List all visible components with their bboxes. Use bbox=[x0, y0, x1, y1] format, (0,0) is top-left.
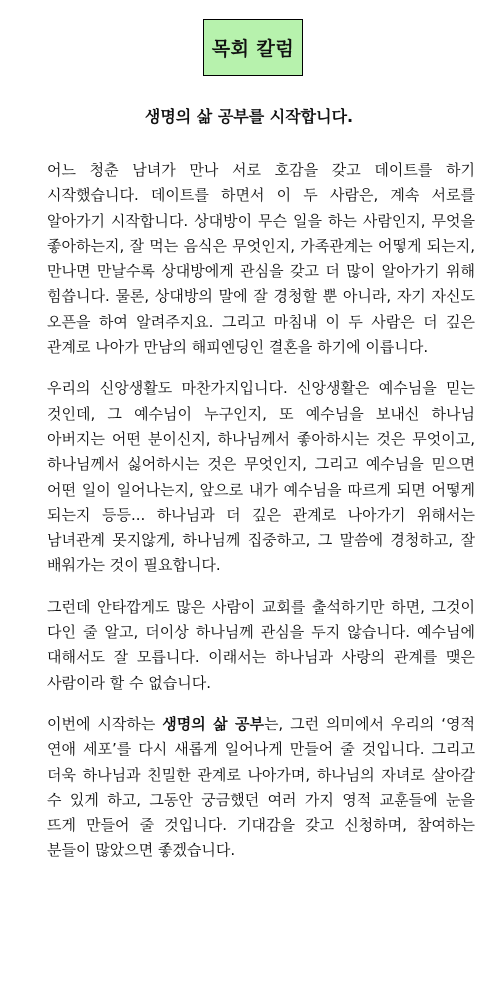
article-body bbox=[47, 158, 475, 864]
column-badge-label: 목회 칼럼 bbox=[211, 38, 295, 60]
paragraph-course-invitation-rest: 는, 그런 의미에서 우리의 ‘영적 연애 세포’를 다시 새롭게 일어나게 만들어 줄 것입니다. 그리고 더욱 하나님과 친밀한 관계로 나아가며, 하나님의 자녀로 살아갈 수 있게 하고, 그동안 궁금했던 여러 가지 영적 교훈들에 눈을 뜨게 만들어 줄 것입니다. 기대감을 갖고 신청하며, 참여하는 분들이 많았으면 좋겠습니다. bbox=[47, 714, 475, 860]
paragraph-faith-life: 우리의 신앙생활도 마찬가지입니다. 신앙생활은 예수님을 믿는 것인데, 그 예수님이 누구인지, 또 예수님을 보내신 하나님 아버지는 어떤 분이신지, 하나님께서 좋아하시는 것은 무엇이고, 하나님께서 싫어하시는 것은 무엇인지, 그리고 예수님을 믿으면 어떤 일이 일어나는지, 앞으로 내가 예수님을 따르게 되면 어떻게 되는지 등등... 하나님과 더 깊은 관계로 나아가기 위해서는 남녀관계 못지않게, 하나님께 집중하고, 그 말씀에 경청하고, 잘 배워가는 것이 필요합니다. bbox=[47, 379, 475, 575]
article-title: 생명의 삶 공부를 시작합니다. bbox=[144, 107, 354, 126]
course-name-emphasis: 생명의 삶 공부 bbox=[162, 714, 264, 733]
paragraph-church-attendance: 그런데 안타깝게도 많은 사람이 교회를 출석하기만 하면, 그것이 다인 줄 알고, 더이상 하나님께 관심을 두지 않습니다. 예수님에 대해서도 잘 모릅니다. 이래서는 하나님과 사랑의 관계를 맺은 사람이라 할 수 없습니다. bbox=[47, 597, 475, 692]
paragraph-dating-analogy: 어느 청춘 남녀가 만나 서로 호감을 갖고 데이트를 하기 시작했습니다. 데이트를 하면서 이 두 사람은, 계속 서로를 알아가기 시작합니다. 상대방이 무슨 일을 하는 사람인지, 무엇을 좋아하는지, 잘 먹는 음식은 무엇인지, 가족관계는 어떻게 되는지, 만나면 만날수록 상대방에게 관심을 갖고 더 많이 알아가기 위해 힘씁니다. 물론, 상대방의 말에 잘 경청할 뿐 아니라, 자기 자신도 오픈을 하여 알려주지요. 그리고 마침내 이 두 사람은 더 깊은 관계로 나아가 만남의 해피엔딩인 결혼을 하기에 이릅니다. bbox=[47, 161, 475, 357]
paragraph-course-invitation-lead: 이번에 시작하는 bbox=[47, 714, 163, 733]
paragraph-course-invitation bbox=[47, 712, 475, 864]
column-badge bbox=[203, 19, 303, 76]
